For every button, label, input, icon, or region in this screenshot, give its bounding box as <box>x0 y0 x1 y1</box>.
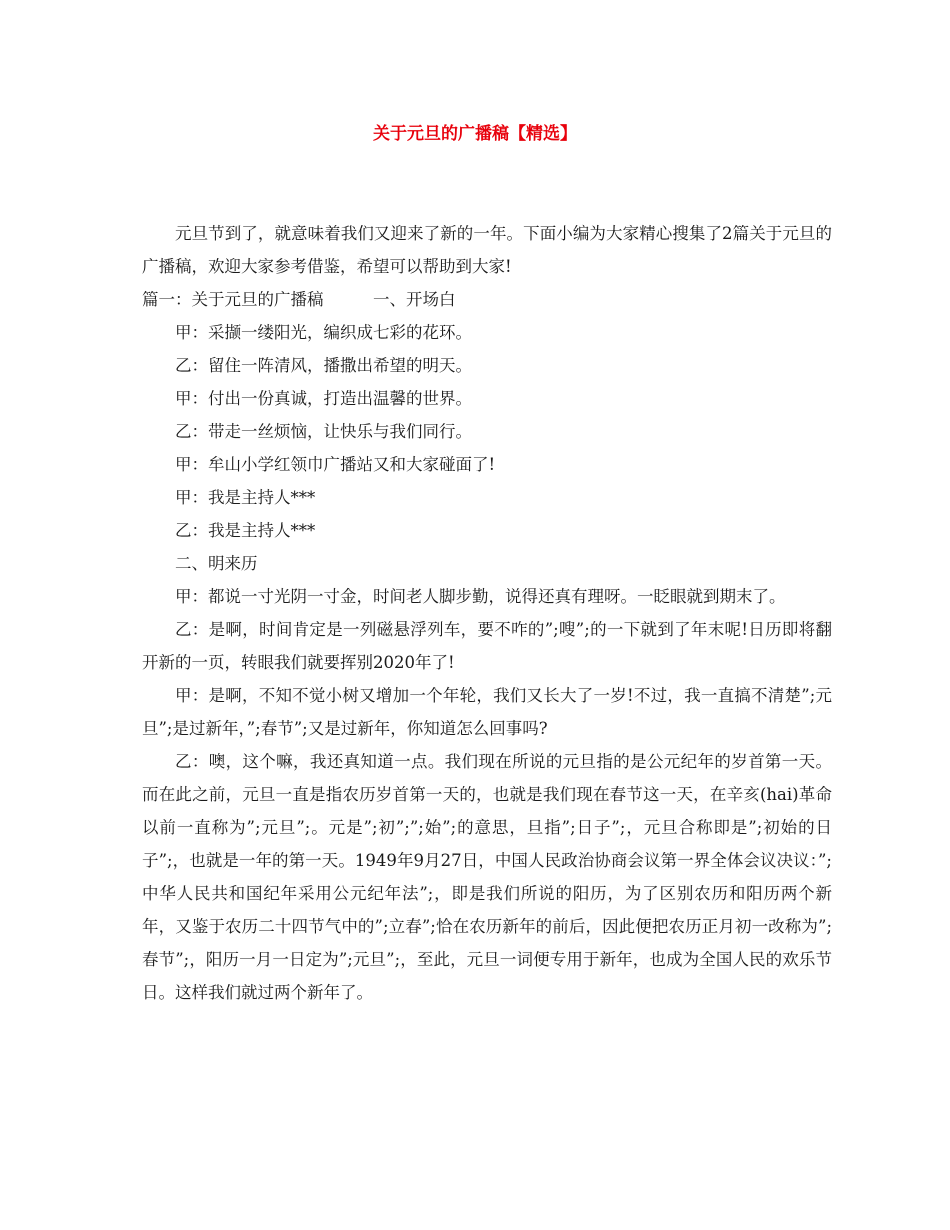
intro-paragraph: 元旦节到了，就意味着我们又迎来了新的一年。下面小编为大家精心搜集了2篇关于元旦的广播稿，欢迎大家参考借鉴，希望可以帮助到大家! <box>142 224 832 276</box>
dialogue-paragraph: 乙：噢，这个嘛，我还真知道一点。我们现在所说的元旦指的是公元纪年的岁首第一天。而在此之前，元旦一直是指农历岁首第一天的，也就是我们现在春节这一天，在辛亥(hai)革命以前一直称为”;元旦”;。元是”;初”;”;始”;的意思，旦指”;日子”;，元旦合称即是”;初始的日子”;，也就是一年的第一天。1949年9月27日，中国人民政治协商会议第一界全体会议决议：”;中华人民共和国纪年采用公元纪年法”;，即是我们所说的阳历，为了区别农历和阳历两个新年，又鉴于农历二十四节气中的”;立春”;恰在农历新年的前后，因此便把农历正月初一改称为”;春节”;，阳历一月一日定为”;元旦”;，至此，元旦一词便专用于新年，也成为全国人民的欢乐节日。这样我们就过两个新年了。 <box>142 752 832 1002</box>
section-heading-left: 篇一：关于元旦的广播稿 <box>142 290 324 309</box>
section-heading <box>142 283 832 316</box>
dialogue-line: 甲：我是主持人*** <box>175 488 316 507</box>
subsection-heading: 二、明来历 <box>175 554 258 573</box>
dialogue-line: 乙：留住一阵清风，播撒出希望的明天。 <box>175 356 472 375</box>
dialogue-paragraph: 乙：是啊，时间肯定是一列磁悬浮列车，要不咋的”;嗖”;的一下就到了年末呢!日历即将翻开新的一页，转眼我们就要挥别2020年了! <box>142 620 832 672</box>
dialogue-line: 甲：牟山小学红领巾广播站又和大家碰面了! <box>175 455 496 474</box>
dialogue-paragraph: 甲：都说一寸光阴一寸金，时间老人脚步勤，说得还真有理呀。一眨眼就到期末了。 <box>175 587 786 606</box>
dialogue-line: 甲：付出一份真诚，打造出温馨的世界。 <box>175 389 472 408</box>
section-heading-right: 一、开场白 <box>373 290 456 309</box>
document-title: 关于元旦的广播稿【精选】 <box>373 124 577 144</box>
dialogue-line: 乙：带走一丝烦恼，让快乐与我们同行。 <box>175 422 472 441</box>
dialogue-line: 乙：我是主持人*** <box>175 521 316 540</box>
dialogue-paragraph: 甲：是啊，不知不觉小树又增加一个年轮，我们又长大了一岁!不过，我一直搞不清楚”;元旦”;是过新年，”;春节”;又是过新年，你知道怎么回事吗? <box>142 686 832 738</box>
dialogue-line: 甲：采撷一缕阳光，编织成七彩的花环。 <box>175 323 472 342</box>
document-body <box>142 217 832 1009</box>
